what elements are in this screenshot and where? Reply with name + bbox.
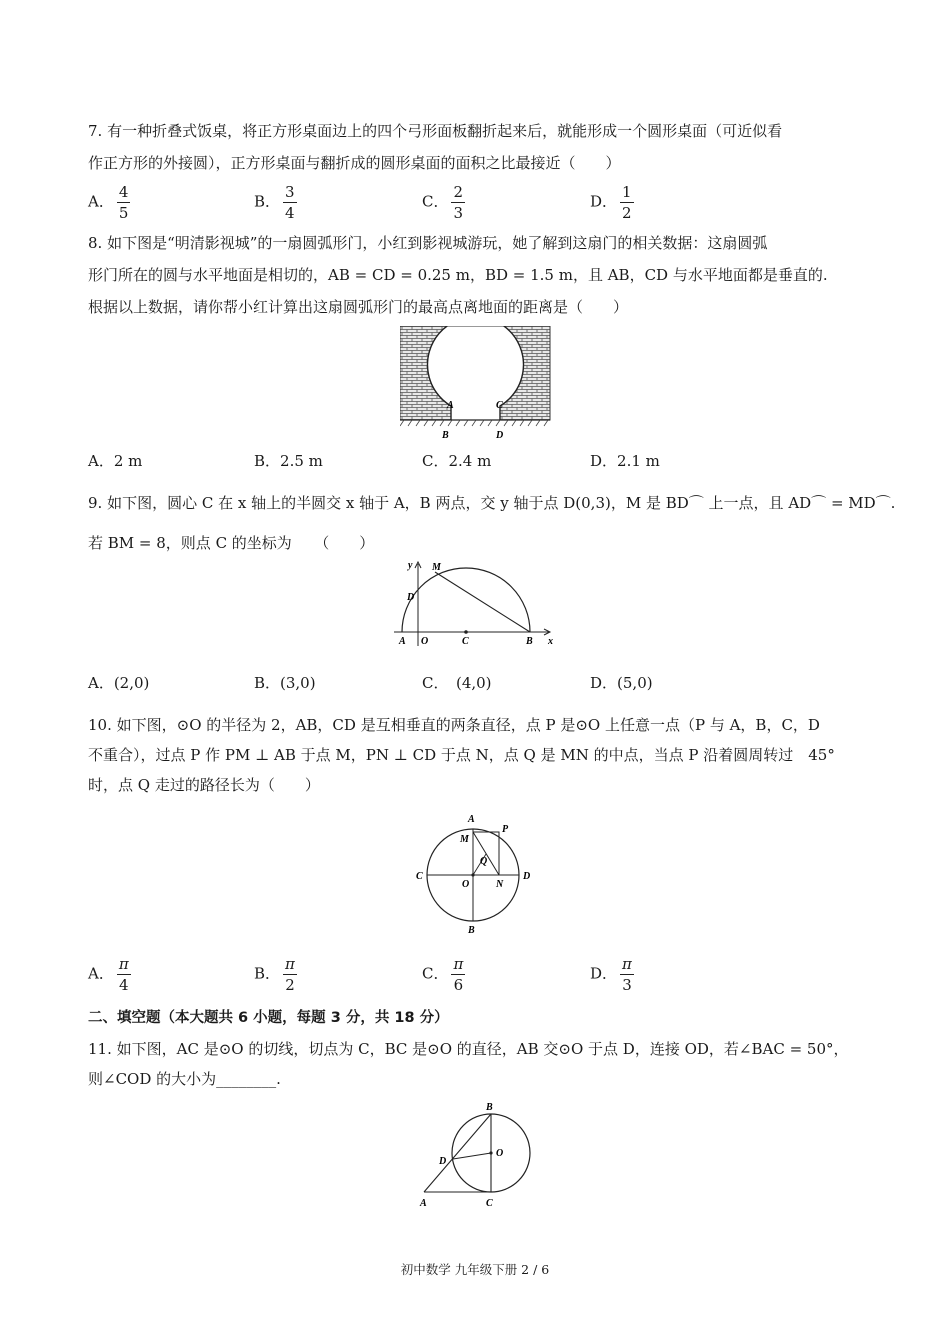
q8-option-b[interactable]: B．2.5 m <box>254 452 323 470</box>
option-label: B． <box>254 964 281 983</box>
q9-option-a[interactable]: A．(2,0) <box>88 674 150 692</box>
semicircle <box>402 568 530 632</box>
q7-text-line1: 7. 有一种折叠式饭桌，将正方形桌面边上的四个弓形面板翻折起来后，就能形成一个圆形桌面（可近似看 <box>88 122 783 140</box>
q11-text-line2: 则∠COD 的大小为________. <box>88 1070 281 1088</box>
fraction: $\frac{\pi}{6}$ <box>453 955 464 994</box>
svg-text:O: O <box>421 636 429 647</box>
svg-text:Q: Q <box>480 856 488 867</box>
q9-text-line1: 9. 如下图，圆心 C 在 x 轴上的半圆交 x 轴于 A，B 两点，交 y 轴于点 D(0,3)，M 是 BD⌒ 上一点，且 AD⌒ = MD⌒. <box>88 494 896 512</box>
fraction: $\frac{3}{4}$ <box>285 183 295 222</box>
q8-option-d[interactable]: D．2.1 m <box>590 452 660 470</box>
chord-bm <box>435 572 530 632</box>
option-label: B． <box>254 192 281 211</box>
section-heading-fill-in: 二、填空题（本大题共 6 小题，每题 3 分，共 18 分） <box>88 1010 449 1026</box>
q10-option-d[interactable] <box>590 954 634 995</box>
label-c: C <box>496 400 503 411</box>
label-b: B <box>442 430 449 441</box>
brick-wall <box>400 326 550 420</box>
segment-ab <box>424 1114 491 1192</box>
svg-text:A: A <box>420 1198 427 1209</box>
svg-text:A: A <box>399 636 406 647</box>
q10-option-c[interactable] <box>422 954 465 995</box>
fraction: $\frac{\pi}{3}$ <box>622 955 632 994</box>
q8-text-line3: 根据以上数据，请你帮小红计算出这扇圆弧形门的最高点离地面的距离是（ ） <box>88 298 629 316</box>
svg-text:B: B <box>486 1102 493 1113</box>
page-footer: 初中数学 九年级下册 2 / 6 <box>400 1262 550 1277</box>
q9-option-c[interactable]: C． (4,0) <box>422 674 492 692</box>
svg-text:D: D <box>407 592 415 603</box>
option-label: A． <box>88 964 114 983</box>
svg-text:y: y <box>408 560 413 571</box>
q10-text-line2: 不重合），过点 P 作 PM ⊥ AB 于点 M，PN ⊥ CD 于点 N，点 Q 是 MN 的中点，当点 P 沿着圆周转过 45° <box>88 746 835 764</box>
svg-text:D: D <box>523 871 531 882</box>
q7-option-c[interactable] <box>422 182 465 223</box>
fraction: $\frac{2}{3}$ <box>453 183 464 222</box>
fraction: $\frac{\pi}{2}$ <box>285 955 295 994</box>
q7-option-a[interactable] <box>88 182 130 223</box>
svg-text:x: x <box>548 636 553 647</box>
fraction: $\frac{4}{5}$ <box>118 183 129 222</box>
svg-text:B: B <box>468 925 475 936</box>
q7-option-d[interactable] <box>590 182 634 223</box>
svg-text:A: A <box>468 814 475 825</box>
q8-text-line2: 形门所在的圆与水平地面是相切的，AB = CD = 0.25 m，BD = 1.5 m，且 AB，CD 与水平地面都是垂直的. <box>88 266 828 284</box>
svg-text:C: C <box>416 871 423 882</box>
svg-text:C: C <box>462 636 469 647</box>
svg-text:O: O <box>462 879 470 890</box>
q7-text-line2: 作正方形的外接圆），正方形桌面与翻折成的圆形桌面的面积之比最接近（ ） <box>88 154 621 172</box>
q11-tangent-figure <box>414 1098 538 1212</box>
q8-arch-door-figure <box>400 326 552 442</box>
option-label: D． <box>590 964 618 983</box>
svg-text:B: B <box>526 636 533 647</box>
q8-option-a[interactable]: A．2 m <box>88 452 143 470</box>
q10-option-a[interactable] <box>88 954 131 995</box>
svg-text:N: N <box>496 879 504 890</box>
q10-circle-figure <box>412 810 536 936</box>
fraction: $\frac{\pi}{4}$ <box>118 955 129 994</box>
q9-option-b[interactable]: B．(3,0) <box>254 674 316 692</box>
q8-option-c[interactable]: C．2.4 m <box>422 452 492 470</box>
q10-text-line1: 10. 如下图，⊙O 的半径为 2，AB，CD 是互相垂直的两条直径，点 P 是⊙O 上任意一点（P 与 A，B，C，D <box>88 716 820 734</box>
q9-option-d[interactable]: D．(5,0) <box>590 674 653 692</box>
option-label: A． <box>88 192 114 211</box>
svg-text:C: C <box>486 1198 493 1209</box>
q9-semicircle-figure <box>390 558 560 650</box>
q10-text-line3: 时，点 Q 走过的路径长为（ ） <box>88 776 320 794</box>
option-label: C． <box>422 964 449 983</box>
q9-text-line2: 若 BM = 8，则点 C 的坐标为 （ ） <box>88 534 375 552</box>
segment-od <box>453 1153 491 1159</box>
option-label: D． <box>590 192 618 211</box>
option-label: C． <box>422 192 449 211</box>
svg-text:M: M <box>460 834 469 845</box>
q11-text-line1: 11. 如下图，AC 是⊙O 的切线，切点为 C，BC 是⊙O 的直径，AB 交⊙O 于点 D，连接 OD，若∠BAC = 50°， <box>88 1040 849 1058</box>
fraction: $\frac{1}{2}$ <box>622 183 632 222</box>
q8-text-line1: 8. 如下图是“明清影视城”的一扇圆弧形门，小红到影视城游玩，她了解到这扇门的相关数据：这扇圆弧 <box>88 234 768 252</box>
svg-text:M: M <box>432 562 441 573</box>
label-d: D <box>496 430 504 441</box>
svg-text:P: P <box>502 824 509 835</box>
ground-hatch <box>400 420 548 426</box>
q7-option-b[interactable] <box>254 182 297 223</box>
label-a: A <box>447 400 454 411</box>
svg-text:O: O <box>496 1148 504 1159</box>
svg-text:D: D <box>439 1156 447 1167</box>
q10-option-b[interactable] <box>254 954 297 995</box>
